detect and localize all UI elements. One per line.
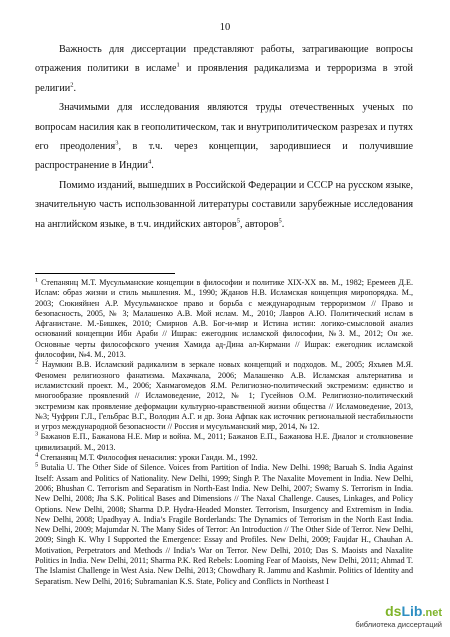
footnote-number: 3: [35, 430, 39, 438]
footnote: [35, 278, 413, 360]
paragraph-text: Важность для диссертации представляют работы, затрагивающие вопросы отражения политики в исламе: [35, 44, 413, 75]
paragraph-1: [35, 40, 413, 98]
paragraph-text: , в т.ч. через концепции, зародившиеся и получившие распространение в Индии: [35, 141, 413, 172]
footnote-number: 2: [35, 358, 39, 366]
paragraph-text: и проявления радикализма и терроризма в этой религии: [35, 63, 413, 94]
logo-ds: ds: [385, 603, 402, 619]
page-number: 10: [219, 22, 231, 33]
logo-lib: Lib: [401, 603, 423, 619]
watermark-subtitle: библиотека диссертаций: [355, 620, 442, 629]
footnote-text: Степанянц М.Т. Философия ненасилия: уроки Ганди. М., 1992.: [38, 453, 258, 463]
paragraph-text: Значимыми для исследования являются труды отечественных ученых по вопросам насилия как в геополитическом, так и внутриполитическом разрезах и путях его преодоления: [35, 102, 413, 153]
footnote-ref[interactable]: 4: [147, 159, 152, 167]
footnote-text: Наумкин В.В. Исламский радикализм в зеркале новых концепций и подходов. М., 2005; Яхъяев М.Я. Феномен религиозного фанатизма. Махачкала, 2006; Малашенко А.В. Исламская альтернатива и исламистский проект. М., 2006; Ханмагомедов Я.М. Религиозно-политический экстремизм: единство и многообразие проявлений // Исламоведение, 2012, № 1; Гусейнов О.М. Религиозно-политический экстремизм как проявление деформации культурно-нравственной жизни общества // Исламоведение, 2013, №3; Чуфрин Г.Л., Гельбрас В.Г., Володин А.Г. и др. Зона Афпак как источник региональной нестабильности и угроз международной безопасности // Россия и мусульманский мир, 2014, № 12.: [35, 360, 413, 432]
watermark[interactable]: [334, 603, 442, 631]
footnote-ref[interactable]: 5: [236, 217, 240, 225]
paragraph-text: .: [73, 82, 77, 94]
paragraph-text: .: [281, 218, 285, 230]
footnote-text: Степанянц М.Т. Мусульманские концепции в философии и политике XIX-XX вв. М., 1982; Еремеев Д.Е. Ислам: образ жизни и стиль мышления. М., 1990; Жданов Н.В. Исламская концепция миропорядка. М., 2003; Сюкияйнен А.Р. Мусульманское право и борьба с международным терроризмом // Право и безопасность, 2005, № 3; Малашенко А.В. Мой ислам. М., 2010; Лавров А.Ю. Политический ислам в Афганистане. М.-Бишкек, 2010; Смирнов А.В. Бог-и-мир и Истина истин: логико-смысловой анализ оснований концепции Ибн Араби // Ишрак: ежегодник исламской философии, №3. М., 2012; Он же. Основные черты философского учения Хамида ад-Дина ал-Кирмани // Ишрак: ежегодник исламской философии, №4. М., 2013.: [35, 278, 413, 360]
footnote-text: Бажанов Е.П., Бажанова Н.Е. Мир и война. М., 2011; Бажанов Е.П., Бажанова Н.Е. Диалог и столкновение цивилизаций. М., 2013.: [35, 432, 413, 452]
footnote-number: 1: [35, 278, 39, 284]
paragraph-text: Помимо изданий, вышедших в Российской Федерации и СССР на русском языке, значительную часть использованной литературы составили зарубежные исследования на английском языке, в т.ч. индийских авторов: [35, 179, 413, 230]
dslib-logo[interactable]: [334, 603, 442, 620]
footnote: [35, 432, 413, 453]
paragraph-3: [35, 176, 413, 234]
footnote-ref[interactable]: 3: [115, 139, 119, 147]
paragraph-2: [35, 98, 413, 176]
footnotes: [35, 278, 413, 614]
main-text: [35, 40, 413, 234]
paragraph-text: .: [151, 160, 154, 172]
footnote-ref[interactable]: 1: [176, 62, 180, 70]
footnote: [35, 453, 413, 463]
footnote-ref[interactable]: 2: [70, 81, 74, 89]
footnote-text: Butalia U. The Other Side of Silence. Voices from Partition of India. New Delhi. 1998; Baruah S. India Against Itself: Assam and Politics of Nationality. New Delhi, 1999; Singh P. The Naxalite Movement in India. New Delhi, 2006; Bhushan C. Terrorism and Separatism in North-East India. New Delhi, 2007; Swamy S. Terrorism in India. New Delhi, 2008; Jha S.K. Political Bases and Dimensions // The Naxal Challenge. Causes, Linkages, and Policy Options. New Delhi, 2008; Sharma D.P. Hydra-Headed Monster. Terrorism, Insurgency and Extremism in India. New Delhi, 2008; Upadhyay A. India’s Fragile Borderlands: The Dynamics of Terrorism in the North East India. New Delhi, 2009; Majumdar N. The Many Sides of Terror: An Introduction // The Other Side of Terror. New Delhi, 2009; Singh K. Why I Supported the Emergence: Essay and Profiles. New Delhi, 2009; Faujdar H., Chauhan A. Motivation, Perpetrators and Methods // India’s War on Terror. New Delhi, 2010; Das S. Maoists and Naxalite Politics in India. New Delhi, 2011; Sharma P.K. Red Rebels: Looming Fear of Maoists, New Delhi, 2011; Ahmad T. The Islamist Challenge in West Asia. New Delhi, 2013; Chowdhary R. Jammu and Kashmir. Politics of Identity and Separatism. New Delhi, 2016; Subramanian K.S. State, Policy and Conflicts in Northeast I: [35, 463, 413, 586]
footnote-number: 4: [35, 451, 39, 459]
logo-net: .net: [422, 607, 442, 619]
paragraph-text: , авторов: [239, 218, 279, 230]
footnote: [35, 463, 413, 587]
footnote: [35, 360, 413, 432]
footnote-ref[interactable]: 5: [278, 217, 282, 225]
footnote-separator: [35, 273, 175, 274]
footnote-number: 5: [35, 461, 39, 469]
